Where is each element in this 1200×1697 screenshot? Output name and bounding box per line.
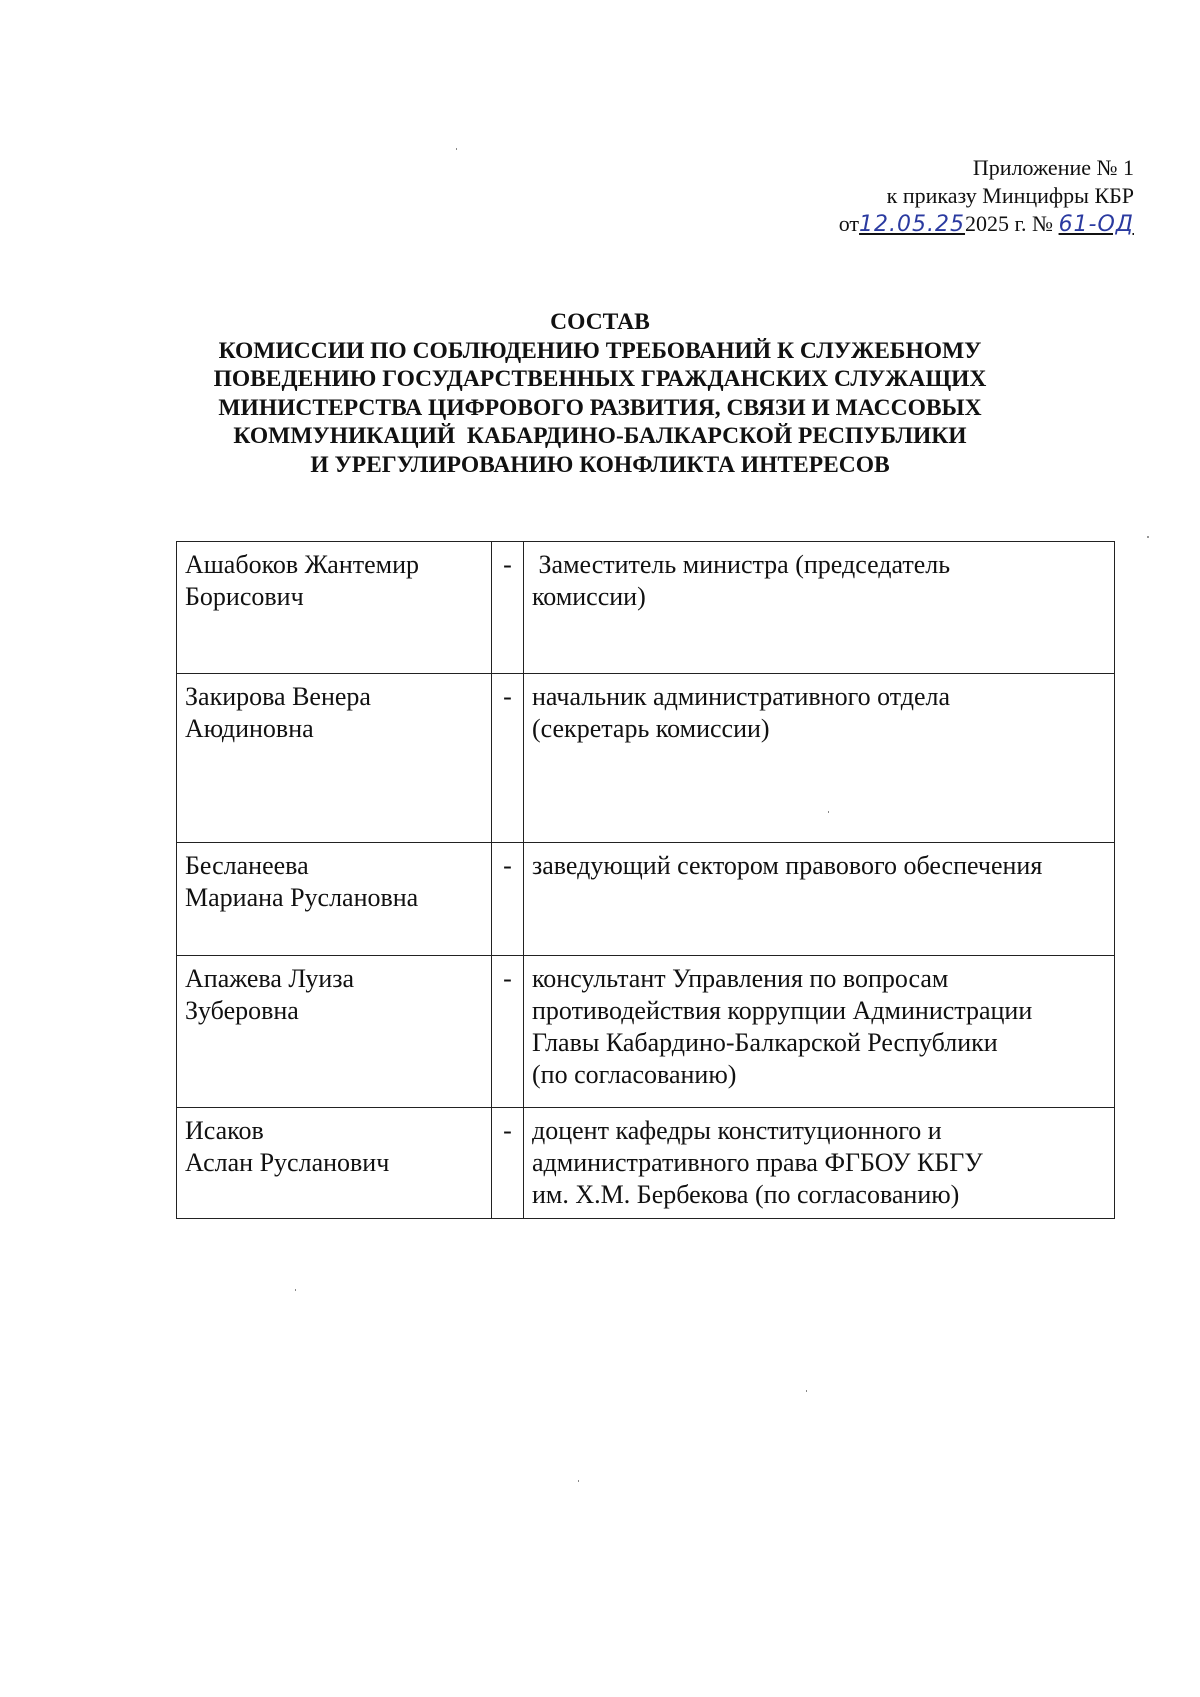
member-role [524,843,1115,956]
dash-separator: - [492,542,524,674]
member-role [524,674,1115,843]
member-name-line: Зуберовна [185,996,299,1025]
dash-separator: - [492,843,524,956]
member-role-line: (по согласованию) [532,1060,737,1089]
table-row [177,542,1115,674]
member-name [177,1108,492,1219]
member-name-line: Ашабоков Жантемир [185,550,420,579]
appendix-line3 [839,210,1134,239]
appendix-line2: к приказу Минцифры КБР [886,183,1134,208]
member-role-line: административного права ФГБОУ КБГУ [532,1148,983,1177]
table-row [177,1108,1115,1219]
scan-speck [295,1289,296,1291]
member-role [524,956,1115,1108]
appendix-line1: Приложение № 1 [972,155,1134,180]
appendix-year: 2025 г. № [965,211,1054,236]
document-title [0,308,1200,479]
title-line4: МИНИСТЕРСТВА ЦИФРОВОГО РАЗВИТИЯ, СВЯЗИ И МАССОВЫХ [218,394,982,421]
member-name-line: Исаков [185,1116,264,1145]
member-role-line: заведующий сектором правового обеспечения [532,851,1043,880]
title-line6: И УРЕГУЛИРОВАНИЮ КОНФЛИКТА ИНТЕРЕСОВ [310,451,890,478]
scan-speck [828,811,829,813]
member-name [177,956,492,1108]
dash-separator: - [492,1108,524,1219]
title-line3: ПОВЕДЕНИЮ ГОСУДАРСТВЕННЫХ ГРАЖДАНСКИХ СЛУЖАЩИХ [213,366,987,392]
member-name-line: Мариана Руслановна [185,883,419,912]
member-name [177,542,492,674]
scan-speck [806,1390,807,1392]
member-role-line: (секретарь комиссии) [532,714,770,743]
scan-speck [1147,536,1149,538]
table-row [177,674,1115,843]
title-line5: КОММУНИКАЦИЙ КАБАРДИНО-БАЛКАРСКОЙ РЕСПУБЛИКИ [233,423,967,449]
scan-speck [456,148,457,150]
title-line2: КОМИССИИ ПО СОБЛЮДЕНИЮ ТРЕБОВАНИЙ К СЛУЖЕБНОМУ [218,337,982,364]
member-name-line: Бесланеева [185,851,309,880]
members-table [176,541,1115,1219]
member-role [524,1108,1115,1219]
appendix-prefix: от [838,211,860,236]
member-name-line: Апажева Луиза [185,964,355,993]
table-row [177,843,1115,956]
member-name-line: Аслан Русланович [185,1148,390,1177]
appendix-block [839,154,1134,239]
dash-separator: - [492,956,524,1108]
member-role-line: доцент кафедры конституционного и [532,1116,942,1145]
member-role-line: Главы Кабардино-Балкарской Республики [532,1028,998,1057]
member-name [177,843,492,956]
member-name-line: Аюдиновна [185,714,314,743]
member-name-line: Закирова Венера [185,682,371,711]
appendix-number: 61-ОД [1058,212,1134,237]
scan-speck [578,1480,579,1482]
member-name-line: Борисович [185,582,304,611]
member-role-line: консультант Управления по вопросам [532,964,949,993]
dash-separator: - [492,674,524,843]
member-role-line: Заместитель министра (председатель [532,550,951,579]
member-role-line: противодействия коррупции Администрации [532,996,1033,1025]
member-name [177,674,492,843]
member-role-line: им. Х.М. Бербекова (по согласованию) [532,1180,960,1209]
member-role-line: комиссии) [532,582,646,611]
appendix-date: 12.05.25 [859,212,966,237]
member-role [524,542,1115,674]
member-role-line: начальник административного отдела [532,682,951,711]
title-line1: СОСТАВ [550,309,650,335]
table-row [177,956,1115,1108]
